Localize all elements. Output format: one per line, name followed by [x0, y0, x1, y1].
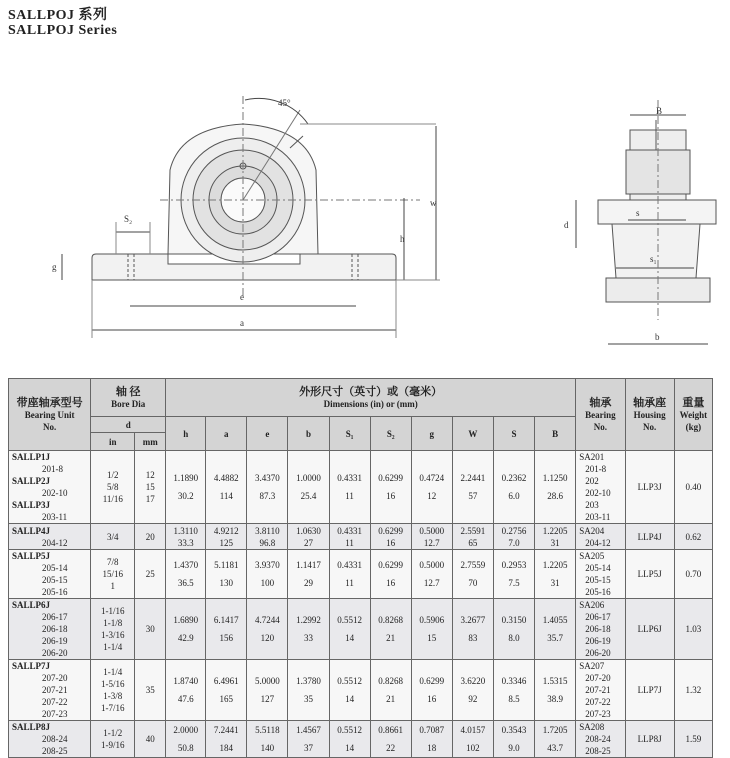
dim-h-cell: 1.8740 47.6 — [166, 660, 206, 721]
dim-bb-cell: 1.2205 31 — [535, 550, 576, 599]
header-bore-dia: 轴 径 Bore Dia — [91, 379, 166, 417]
dim-e-cell: 5.0000 127 — [247, 660, 288, 721]
dim-w-cell: 2.5591 65 — [452, 524, 493, 550]
table-body — [9, 451, 713, 758]
side-view — [576, 100, 716, 344]
dim-w-cell: 3.2677 83 — [452, 599, 493, 660]
bore-in-cell: 1-1/4 1-5/16 1-3/8 1-7/16 — [91, 660, 135, 721]
header-col-s: S — [493, 417, 534, 451]
a-dimension-label: a — [240, 318, 244, 328]
dim-e-cell: 3.4370 87.3 — [247, 451, 288, 524]
dim-s1-cell: 0.5512 14 — [329, 660, 370, 721]
dim-b-cell: 1.2992 33 — [288, 599, 329, 660]
side-s-label: s — [636, 208, 640, 218]
dim-a-cell: 4.4882 114 — [206, 451, 247, 524]
header-dimensions: 外形尺寸（英寸）或（毫米） Dimensions (in) or (mm) — [166, 379, 576, 417]
bearing-no-cell: SA201 201-8 202 202-10 203 203-11 — [576, 451, 625, 524]
dim-w-cell: 4.0157 102 — [452, 721, 493, 758]
bore-mm-cell: 35 — [135, 660, 166, 721]
bearing-no-cell: SA206 206-17 206-18 206-19 206-20 — [576, 599, 625, 660]
dim-h-cell: 2.0000 50.8 — [166, 721, 206, 758]
dim-bb-cell: 1.4055 35.7 — [535, 599, 576, 660]
header-in: in — [91, 433, 135, 451]
bearing-no-cell: SA204 204-12 — [576, 524, 625, 550]
unit-no-cell: SALLP4J 204-12 — [9, 524, 91, 550]
table-row — [9, 599, 713, 660]
table-row — [9, 721, 713, 758]
dim-e-cell: 3.9370 100 — [247, 550, 288, 599]
header-col-a: a — [206, 417, 247, 451]
dim-s-cell: 0.2953 7.5 — [493, 550, 534, 599]
dim-g-cell: 0.5000 12.7 — [411, 524, 452, 550]
dim-h-cell: 1.3110 33.3 — [166, 524, 206, 550]
bore-in-cell: 7/8 15/16 1 — [91, 550, 135, 599]
dim-g-cell: 0.4724 12 — [411, 451, 452, 524]
unit-no-cell: SALLP7J 207-20 207-21 207-22 207-23 — [9, 660, 91, 721]
header-col-g: g — [411, 417, 452, 451]
bearing-no-cell: SA207 207-20 207-21 207-22 207-23 — [576, 660, 625, 721]
dim-a-cell: 4.9212 125 — [206, 524, 247, 550]
dim-e-cell: 5.5118 140 — [247, 721, 288, 758]
unit-no-cell: SALLP6J 206-17 206-18 206-19 206-20 — [9, 599, 91, 660]
table-row — [9, 451, 713, 524]
bearing-no-cell: SA208 208-24 208-25 — [576, 721, 625, 758]
dim-g-cell: 0.5000 12.7 — [411, 550, 452, 599]
header-weight: 重量 Weight (kg) — [674, 379, 712, 451]
dim-h-cell: 1.1890 30.2 — [166, 451, 206, 524]
dim-s-cell: 0.3150 8.0 — [493, 599, 534, 660]
table-row — [9, 660, 713, 721]
bore-mm-cell: 12 15 17 — [135, 451, 166, 524]
dim-b-cell: 1.4567 37 — [288, 721, 329, 758]
dim-s1-cell: 0.4331 11 — [329, 550, 370, 599]
dim-b-cell: 1.0000 25.4 — [288, 451, 329, 524]
dim-s1-cell: 0.4331 11 — [329, 451, 370, 524]
dim-s2-cell: 0.8268 21 — [370, 599, 411, 660]
dim-s-cell: 0.3346 8.5 — [493, 660, 534, 721]
bore-mm-cell: 25 — [135, 550, 166, 599]
housing-no-cell: LLP8J — [625, 721, 674, 758]
front-view — [62, 96, 440, 338]
side-b-width-label: B — [656, 106, 663, 116]
housing-no-cell: LLP7J — [625, 660, 674, 721]
weight-cell: 0.62 — [674, 524, 712, 550]
angle-label: 45° — [278, 98, 291, 108]
weight-cell: 0.40 — [674, 451, 712, 524]
bore-in-cell: 1-1/16 1-1/8 1-3/16 1-1/4 — [91, 599, 135, 660]
header-col-s1: S₁ — [329, 417, 370, 451]
bore-in-cell: 1/2 5/8 11/16 — [91, 451, 135, 524]
dim-s2-cell: 0.6299 16 — [370, 524, 411, 550]
bore-in-cell: 3/4 — [91, 524, 135, 550]
dim-a-cell: 7.2441 184 — [206, 721, 247, 758]
dim-w-cell: 3.6220 92 — [452, 660, 493, 721]
header-bearing-unit: 带座轴承型号 Bearing Unit No. — [9, 379, 91, 451]
dim-e-cell: 4.7244 120 — [247, 599, 288, 660]
dim-a-cell: 6.1417 156 — [206, 599, 247, 660]
header-mm: mm — [135, 433, 166, 451]
series-title-english: SALLPOJ Series — [8, 23, 118, 38]
technical-drawing — [0, 0, 730, 370]
dimensions-table — [8, 378, 713, 758]
bore-mm-cell: 20 — [135, 524, 166, 550]
dim-s-cell: 0.3543 9.0 — [493, 721, 534, 758]
housing-no-cell: LLP5J — [625, 550, 674, 599]
bore-mm-cell: 40 — [135, 721, 166, 758]
dim-s2-cell: 0.8661 22 — [370, 721, 411, 758]
dim-h-cell: 1.4370 36.5 — [166, 550, 206, 599]
dim-a-cell: 6.4961 165 — [206, 660, 247, 721]
header-col-b: b — [288, 417, 329, 451]
dim-g-cell: 0.6299 16 — [411, 660, 452, 721]
dim-s1-cell: 0.5512 14 — [329, 721, 370, 758]
dim-s-cell: 0.2362 6.0 — [493, 451, 534, 524]
dim-b-cell: 1.3780 35 — [288, 660, 329, 721]
s2-dimension-label: S₂ — [124, 214, 133, 224]
dim-s2-cell: 0.6299 16 — [370, 451, 411, 524]
e-dimension-label: e — [240, 292, 244, 302]
w-dimension-label: w — [430, 198, 437, 208]
side-s1-label: s₁ — [650, 254, 657, 264]
table-row — [9, 550, 713, 599]
dim-s-cell: 0.2756 7.0 — [493, 524, 534, 550]
g-dimension-label: g — [52, 262, 57, 272]
housing-no-cell: LLP3J — [625, 451, 674, 524]
bore-mm-cell: 30 — [135, 599, 166, 660]
dim-w-cell: 2.7559 70 — [452, 550, 493, 599]
header-col-bb: B — [535, 417, 576, 451]
header-col-s2: S₂ — [370, 417, 411, 451]
side-d-label: d — [564, 220, 569, 230]
dim-s2-cell: 0.8268 21 — [370, 660, 411, 721]
header-bearing-no: 轴承 Bearing No. — [576, 379, 625, 451]
dim-b-cell: 1.0630 27 — [288, 524, 329, 550]
housing-no-cell: LLP4J — [625, 524, 674, 550]
weight-cell: 1.03 — [674, 599, 712, 660]
unit-no-cell: SALLP5J 205-14 205-15 205-16 — [9, 550, 91, 599]
dim-bb-cell: 1.7205 43.7 — [535, 721, 576, 758]
dim-e-cell: 3.8110 96.8 — [247, 524, 288, 550]
series-title-chinese: SALLPOJ 系列 — [8, 8, 108, 23]
unit-no-cell: SALLP8J 208-24 208-25 — [9, 721, 91, 758]
dim-bb-cell: 1.2205 31 — [535, 524, 576, 550]
dim-a-cell: 5.1181 130 — [206, 550, 247, 599]
bore-in-cell: 1-1/2 1-9/16 — [91, 721, 135, 758]
weight-cell: 0.70 — [674, 550, 712, 599]
dim-h-cell: 1.6890 42.9 — [166, 599, 206, 660]
dim-bb-cell: 1.5315 38.9 — [535, 660, 576, 721]
h-dimension-label: h — [400, 234, 405, 244]
side-b-label: b — [655, 332, 660, 342]
dim-b-cell: 1.1417 29 — [288, 550, 329, 599]
bearing-no-cell: SA205 205-14 205-15 205-16 — [576, 550, 625, 599]
dim-g-cell: 0.5906 15 — [411, 599, 452, 660]
weight-cell: 1.32 — [674, 660, 712, 721]
dim-bb-cell: 1.1250 28.6 — [535, 451, 576, 524]
dim-w-cell: 2.2441 57 — [452, 451, 493, 524]
dim-s1-cell: 0.5512 14 — [329, 599, 370, 660]
header-col-e: e — [247, 417, 288, 451]
weight-cell: 1.59 — [674, 721, 712, 758]
dim-s1-cell: 0.4331 11 — [329, 524, 370, 550]
header-housing-no: 轴承座 Housing No. — [625, 379, 674, 451]
table-row — [9, 524, 713, 550]
housing-no-cell: LLP6J — [625, 599, 674, 660]
header-col-h: h — [166, 417, 206, 451]
header-d: d — [91, 417, 166, 433]
dim-s2-cell: 0.6299 16 — [370, 550, 411, 599]
unit-no-cell: SALLP1J 201-8 SALLP2J 202-10 SALLP3J 203-11 — [9, 451, 91, 524]
header-col-w: W — [452, 417, 493, 451]
dim-g-cell: 0.7087 18 — [411, 721, 452, 758]
